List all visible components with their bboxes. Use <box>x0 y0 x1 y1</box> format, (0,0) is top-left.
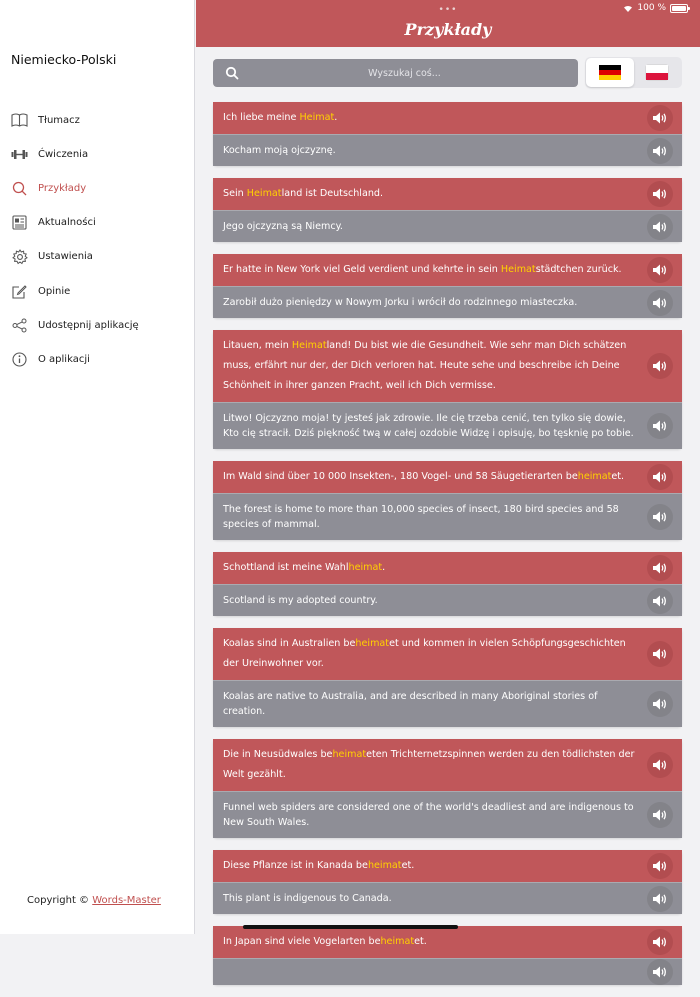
sentence-part: Schottland ist meine Wahl <box>223 562 349 573</box>
german-sentence <box>223 102 647 134</box>
speaker-icon[interactable] <box>647 588 673 614</box>
sidebar-item-6[interactable] <box>0 308 195 342</box>
page-title: Przykłady <box>404 20 492 39</box>
speaker-icon[interactable] <box>647 555 673 581</box>
sentence-part: Er hatte in New York viel Geld verdient und kehrte in sein <box>223 264 501 275</box>
translation-sentence: Kocham moją ojczyznę. <box>223 145 336 156</box>
speaker-icon[interactable] <box>647 464 673 490</box>
sentence-part: land ist Deutschland. <box>281 188 384 199</box>
german-language-button[interactable] <box>586 58 634 87</box>
translation-row <box>213 882 682 914</box>
translation-row <box>213 493 682 540</box>
translation-sentence: This plant is indigenous to Canada. <box>223 893 392 904</box>
sentence-part: Koalas sind in Australien be <box>223 638 356 649</box>
speaker-icon[interactable] <box>647 413 673 439</box>
example-card <box>213 102 682 166</box>
highlighted-term: heimat <box>577 471 612 482</box>
sidebar-item-label: Ustawienia <box>38 251 93 263</box>
copyright-link[interactable]: Words-Master <box>92 895 161 906</box>
translation-sentence: Zarobił dużo pieniędzy w Nowym Jorku i wrócił do rodzinnego miasteczka. <box>223 297 578 308</box>
translation-sentence: The forest is home to more than 10,000 species of insect, 180 bird species and 58 species of mammal. <box>223 504 619 530</box>
polish-language-button[interactable] <box>634 58 682 87</box>
german-sentence-row <box>213 926 682 958</box>
speaker-icon[interactable] <box>647 959 673 985</box>
sidebar-item-4[interactable] <box>0 240 195 274</box>
speaker-icon[interactable] <box>647 802 673 828</box>
language-switch <box>585 57 682 88</box>
sidebar-item-7[interactable] <box>0 342 195 376</box>
sidebar-item-label: O aplikacji <box>38 353 90 365</box>
speaker-icon[interactable] <box>647 181 673 207</box>
german-sentence-row <box>213 552 682 584</box>
speaker-icon[interactable] <box>647 691 673 717</box>
german-sentence <box>223 330 647 402</box>
speaker-icon[interactable] <box>647 929 673 955</box>
highlighted-term: Heimat <box>299 112 335 123</box>
speaker-icon[interactable] <box>647 257 673 283</box>
speaker-icon[interactable] <box>647 752 673 778</box>
search-icon <box>11 180 28 197</box>
speaker-icon[interactable] <box>647 214 673 240</box>
app-title: Niemiecko-Polski <box>11 52 117 67</box>
german-sentence-row <box>213 628 682 680</box>
highlighted-term: heimat <box>348 562 383 573</box>
example-card <box>213 254 682 318</box>
multitask-dots[interactable]: ••• <box>438 5 458 15</box>
wifi-icon <box>623 4 633 12</box>
translation-sentence <box>223 964 647 980</box>
german-sentence-row <box>213 461 682 493</box>
speaker-icon[interactable] <box>647 138 673 164</box>
highlighted-term: Heimat <box>291 340 327 351</box>
german-sentence <box>223 926 647 958</box>
sentence-part: et. <box>414 936 427 947</box>
german-sentence-row <box>213 178 682 210</box>
sidebar-item-1[interactable] <box>0 137 195 171</box>
dumbbell-icon <box>11 146 28 163</box>
translation-sentence: Funnel web spiders are considered one of the world's deadliest and are indigenous to New South Wales. <box>223 802 634 828</box>
sentence-part: Litauen, mein <box>223 340 292 351</box>
search-bar <box>213 59 578 87</box>
sidebar-item-label: Udostępnij aplikację <box>38 319 139 331</box>
translation-sentence: Jego ojczyzną są Niemcy. <box>223 221 343 232</box>
sentence-part: In Japan sind viele Vogelarten be <box>223 936 381 947</box>
german-sentence <box>223 254 647 286</box>
highlighted-term: heimat <box>380 936 415 947</box>
sidebar-item-0[interactable] <box>0 103 195 137</box>
edit-icon <box>11 283 28 300</box>
highlighted-term: Heimat <box>246 188 282 199</box>
sidebar-item-label: Opinie <box>38 285 71 297</box>
example-card <box>213 330 682 449</box>
examples-list <box>213 102 682 997</box>
translation-sentence: Koalas are native to Australia, and are described in many Aboriginal stories of creation. <box>223 691 598 717</box>
translation-sentence: Scotland is my adopted country. <box>223 595 378 606</box>
sidebar-item-label: Aktualności <box>38 217 96 229</box>
translation-row <box>213 210 682 242</box>
sidebar-item-label: Przykłady <box>38 182 87 194</box>
battery-icon <box>670 4 688 13</box>
speaker-icon[interactable] <box>647 504 673 530</box>
speaker-icon[interactable] <box>647 105 673 131</box>
sentence-part: et und kommen in vielen Schöpfungsgeschichten der Ureinwohner vor. <box>223 638 626 669</box>
sidebar-item-5[interactable] <box>0 274 195 308</box>
sentence-part: land! Du bist wie die Gesundheit. Wie sehr man Dich schätzen muss, erfährt nur der, der Dich verloren hat. Heute sehe und beschreibe ich Deine Schönheit in ihrer ganzen Pracht, weil ich Dich vermisse. <box>223 340 627 391</box>
sentence-part: . <box>334 112 338 123</box>
german-sentence <box>223 178 647 210</box>
german-flag-icon <box>599 65 621 80</box>
sentence-part: . <box>382 562 386 573</box>
highlighted-term: heimat <box>355 638 390 649</box>
german-sentence-row <box>213 739 682 791</box>
status-indicators: 100 % <box>623 3 688 13</box>
translation-row <box>213 584 682 616</box>
highlighted-term: Heimat <box>500 264 536 275</box>
translation-row <box>213 791 682 838</box>
example-card <box>213 178 682 242</box>
speaker-icon[interactable] <box>647 886 673 912</box>
translation-row <box>213 680 682 727</box>
sentence-part: Ich liebe meine <box>223 112 300 123</box>
example-card <box>213 461 682 540</box>
sidebar-item-2[interactable] <box>0 171 195 205</box>
german-sentence-row <box>213 850 682 882</box>
copyright: Copyright © Words-Master <box>27 895 161 906</box>
german-sentence <box>223 461 647 493</box>
translation-row <box>213 134 682 166</box>
sentence-part: eten Trichternetzspinnen werden zu den tödlichsten der Welt gezählt. <box>223 749 635 780</box>
info-icon <box>11 351 28 368</box>
share-icon <box>11 317 28 334</box>
german-sentence <box>223 628 647 680</box>
speaker-icon[interactable] <box>647 353 673 379</box>
example-card <box>213 926 682 985</box>
german-sentence <box>223 552 647 584</box>
german-sentence <box>223 850 647 882</box>
search-icon <box>225 66 239 80</box>
example-card <box>213 850 682 914</box>
speaker-icon[interactable] <box>647 853 673 879</box>
sidebar <box>0 0 195 934</box>
translation-row <box>213 958 682 985</box>
sidebar-item-3[interactable] <box>0 206 195 240</box>
book-icon <box>11 112 28 129</box>
german-sentence-row <box>213 254 682 286</box>
sentence-part: Im Wald sind über 10 000 Insekten-, 180 Vogel- und 58 Säugetierarten be <box>223 471 578 482</box>
gear-icon <box>11 248 28 265</box>
example-card <box>213 628 682 727</box>
translation-row <box>213 286 682 318</box>
example-card <box>213 552 682 616</box>
speaker-icon[interactable] <box>647 290 673 316</box>
german-sentence-row <box>213 102 682 134</box>
sentence-part: et. <box>611 471 625 482</box>
sentence-part: et. <box>401 860 415 871</box>
speaker-icon[interactable] <box>647 641 673 667</box>
translation-row <box>213 402 682 449</box>
german-sentence-row <box>213 330 682 402</box>
german-sentence <box>223 739 647 791</box>
highlighted-term: heimat <box>367 860 402 871</box>
search-input[interactable] <box>213 59 578 87</box>
sidebar-item-label: Tłumacz <box>38 114 80 126</box>
news-icon <box>11 214 28 231</box>
sentence-part: Diese Pflanze ist in Kanada be <box>223 860 368 871</box>
sentence-part: Die in Neusüdwales be <box>223 749 333 760</box>
highlighted-term: heimat <box>332 749 367 760</box>
home-indicator[interactable] <box>243 925 458 929</box>
sentence-part: Sein <box>223 188 247 199</box>
example-card <box>213 739 682 838</box>
sentence-part: städtchen zurück. <box>535 264 622 275</box>
sidebar-item-label: Ćwiczenia <box>38 148 89 160</box>
sidebar-menu <box>0 103 195 377</box>
translation-sentence: Litwo! Ojczyzno moja! ty jesteś jak zdrowie. Ile cię trzeba cenić, ten tylko się dowie, Kto cię stracił. Dziś piękność twą w całej ozdobie Widzę i opisuję, bo tęsknię po tobie. <box>223 413 634 439</box>
polish-flag-icon <box>646 65 668 80</box>
